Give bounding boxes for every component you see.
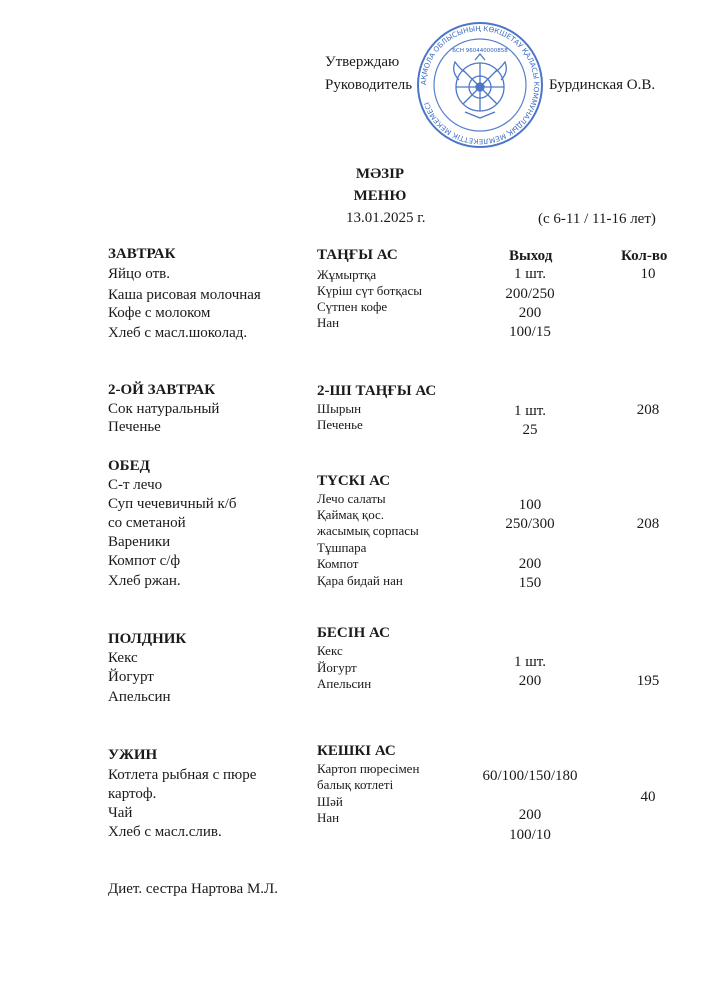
- dish-kz: Печенье: [317, 417, 363, 432]
- meal-qty: 10: [640, 266, 656, 282]
- title-ru: МЕНЮ: [353, 188, 407, 204]
- meal-qty: 195: [636, 673, 660, 689]
- seal-ring-text: АҚМОЛА ОБЛЫСЫНЫҢ КӨКШЕТАУ ҚАЛАСЫ КОММУНАЛДЫҚ МЕМЛЕКЕТТІК МЕКЕМЕСІ: [418, 23, 542, 147]
- dish-kz: Күріш сүт ботқасы: [317, 283, 422, 298]
- meal-qty: 40: [640, 789, 656, 805]
- dish-output: 1 шт.: [514, 266, 546, 282]
- dish-kz: Нан: [317, 315, 340, 330]
- dish-ru: Апельсин: [108, 689, 171, 705]
- dish-kz: Қаймақ қос.: [317, 507, 385, 522]
- dish-output: 100/10: [509, 827, 551, 843]
- dish-output: 150: [518, 575, 542, 591]
- meal-title-ru: ЗАВТРАК: [108, 246, 176, 262]
- meal-title-kz: ТҮСКІ АС: [317, 473, 391, 489]
- menu-date: 13.01.2025 г.: [346, 210, 426, 226]
- dish-output: 250/300: [505, 516, 555, 532]
- meal-qty: 208: [636, 516, 660, 532]
- dish-kz: Компот: [317, 556, 359, 571]
- head-label: Руководитель: [325, 77, 413, 93]
- dish-ru: С-т лечо: [108, 477, 163, 493]
- dish-kz: Шәй: [317, 794, 343, 809]
- dish-ru: Печенье: [108, 419, 161, 435]
- column-qty: Кол-во: [621, 248, 668, 264]
- dish-kz: Нан: [317, 810, 340, 825]
- meal-title-kz: КЕШКІ АС: [317, 743, 396, 759]
- meal-qty: 208: [636, 402, 660, 418]
- dish-output: 200: [518, 305, 542, 321]
- dish-kz: балық котлеті: [317, 777, 394, 792]
- dish-output: 25: [522, 422, 538, 438]
- emblem-icon: [454, 54, 507, 118]
- dietitian-signature: Диет. сестра Нартова М.Л.: [108, 881, 278, 897]
- dish-ru: Компот с/ф: [108, 553, 181, 569]
- age-group: (с 6-11 / 11-16 лет): [538, 211, 656, 227]
- dish-ru: Вареники: [108, 534, 171, 550]
- dish-output: 200: [518, 807, 542, 823]
- dish-kz: Шырын: [317, 401, 362, 416]
- dish-kz: Жұмыртқа: [317, 267, 377, 282]
- dish-kz: Тұшпара: [317, 540, 367, 555]
- meal-title-ru: ПОЛДНИК: [108, 631, 187, 647]
- dish-ru: Хлеб с масл.слив.: [108, 824, 222, 840]
- meal-title-ru: ОБЕД: [108, 458, 150, 474]
- dish-output: 1 шт.: [514, 403, 546, 419]
- dish-kz: Апельсин: [317, 676, 372, 691]
- meal-title-ru: 2-ОЙ ЗАВТРАК: [108, 382, 216, 398]
- dish-output: 200/250: [505, 286, 555, 302]
- dish-ru: Чай: [108, 805, 133, 821]
- meal-title-kz: БЕСІН АС: [317, 625, 390, 641]
- dish-kz: Кекс: [317, 643, 343, 658]
- dish-ru: Кекс: [108, 650, 138, 666]
- dish-ru: Каша рисовая молочная: [108, 287, 261, 303]
- dish-ru: Суп чечевичный к/б: [108, 496, 237, 512]
- dish-ru: Кофе с молоком: [108, 305, 211, 321]
- title-kz: МӘЗІР: [355, 166, 405, 182]
- approve-label: Утверждаю: [325, 54, 400, 70]
- dish-kz: Йогурт: [317, 660, 357, 675]
- dish-ru: Хлеб с масл.шоколад.: [108, 325, 248, 341]
- meal-title-kz: 2-ШІ ТАҢҒЫ АС: [317, 383, 437, 399]
- dish-ru: Йогурт: [108, 669, 154, 685]
- dish-ru: со сметаной: [108, 515, 186, 531]
- dish-output: 100: [518, 497, 542, 513]
- dish-ru: Сок натуральный: [108, 401, 220, 417]
- dish-output: 1 шт.: [514, 654, 546, 670]
- dish-ru: Хлеб ржан.: [108, 573, 181, 589]
- dish-ru: картоф.: [108, 786, 157, 802]
- dish-ru: Яйцо отв.: [108, 266, 170, 282]
- meal-title-ru: УЖИН: [108, 747, 158, 763]
- dish-output: 60/100/150/180: [482, 768, 578, 784]
- dish-output: 100/15: [509, 324, 551, 340]
- column-output: Выход: [509, 248, 553, 264]
- dish-kz: Картоп пюресімен: [317, 761, 420, 776]
- dish-kz: Қара бидай нан: [317, 573, 403, 588]
- dish-ru: Котлета рыбная с пюре: [108, 767, 257, 783]
- dish-output: 200: [518, 673, 542, 689]
- dish-kz: Лечо салаты: [317, 491, 386, 506]
- seal-number: БСН 960440000858: [452, 48, 508, 54]
- dish-kz: жасымық сорпасы: [317, 523, 419, 538]
- dish-kz: Сүтпен кофе: [317, 299, 388, 314]
- dish-output: 200: [518, 556, 542, 572]
- meal-title-kz: ТАҢҒЫ АС: [317, 247, 398, 263]
- head-name: Бурдинская О.В.: [549, 77, 656, 93]
- official-seal: [415, 20, 545, 150]
